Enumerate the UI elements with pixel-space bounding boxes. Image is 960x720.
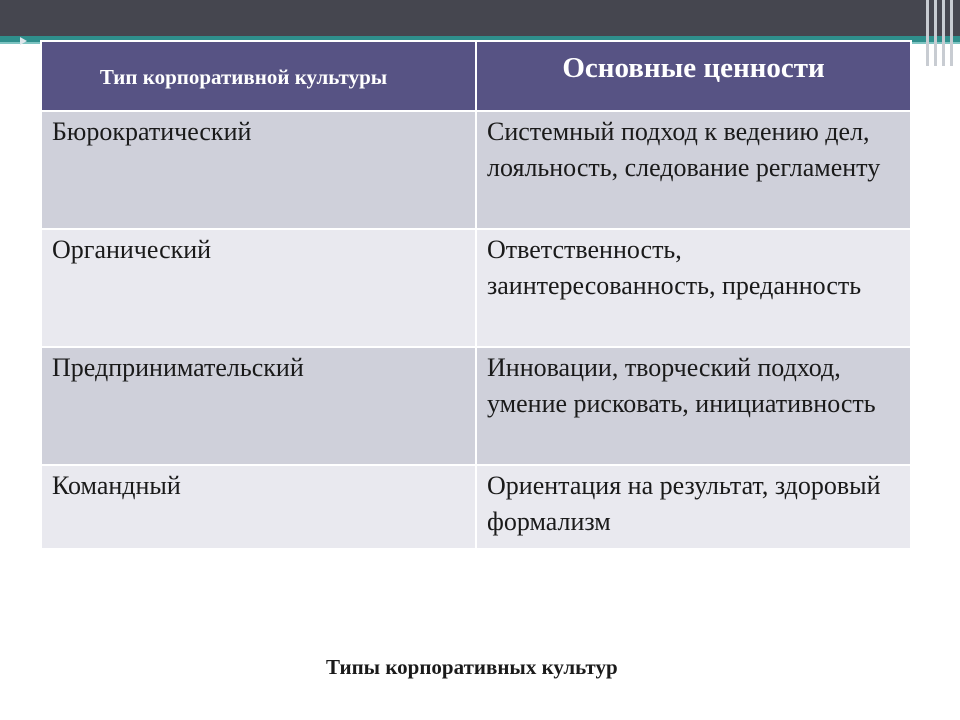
table-row bbox=[41, 347, 911, 465]
table-row bbox=[41, 111, 911, 229]
header-core-values: Основные ценности bbox=[476, 41, 911, 111]
cell-culture-type: Предпринимательский bbox=[41, 347, 476, 465]
cell-core-values: Системный подход к ведению дел, лояльность, следование регламенту bbox=[476, 111, 911, 229]
cell-core-values: Ответственность, заинтересованность, преданность bbox=[476, 229, 911, 347]
cell-core-values: Инновации, творческий подход, умение рисковать, инициативность bbox=[476, 347, 911, 465]
cell-core-values: Ориентация на результат, здоровый формализм bbox=[476, 465, 911, 549]
slide-arrow-icon bbox=[20, 37, 27, 45]
cell-culture-type: Бюрократический bbox=[41, 111, 476, 229]
slide-top-band bbox=[0, 0, 960, 36]
header-culture-type: Тип корпоративной культуры bbox=[41, 41, 476, 111]
table-header-row bbox=[41, 41, 911, 111]
corner-stripes-decoration bbox=[920, 0, 960, 70]
cell-culture-type: Командный bbox=[41, 465, 476, 549]
slide-caption: Типы корпоративных культур bbox=[326, 655, 618, 679]
table-row bbox=[41, 229, 911, 347]
table-row bbox=[41, 465, 911, 549]
corporate-culture-table bbox=[40, 40, 912, 550]
cell-culture-type: Органический bbox=[41, 229, 476, 347]
